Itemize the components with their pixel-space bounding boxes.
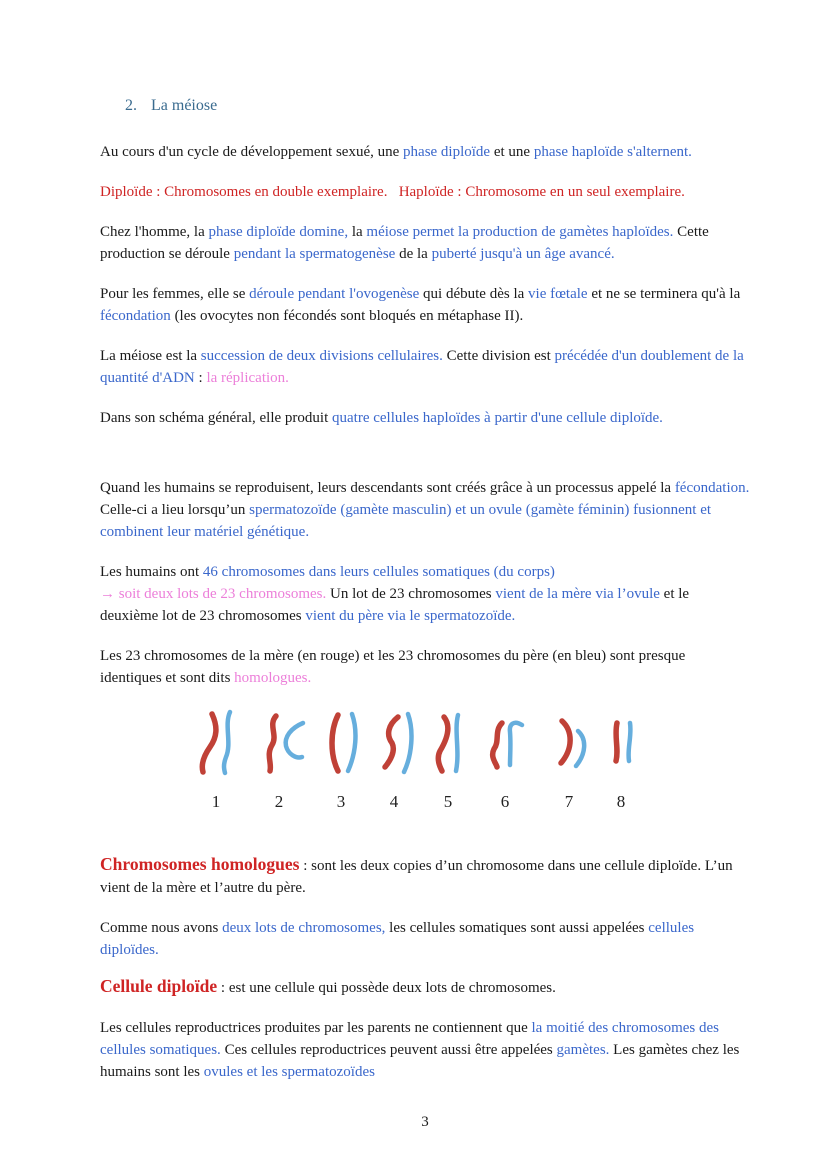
text-segment: les cellules somatiques sont aussi appelées: [385, 920, 649, 936]
paragraph-pour-les-femmes: [100, 283, 750, 327]
pair-number: 4: [389, 792, 399, 811]
text-segment: Les cellules reproductrices produites par les parents ne contiennent que: [100, 1020, 532, 1036]
text-segment: Les 23 chromosomes de la mère (en rouge) et les 23 chromosomes du père (en bleu) sont presque identiques et sont dits: [100, 648, 686, 686]
paragraph-deux-lots: [100, 917, 750, 961]
chromosome-blue-paternal: [286, 723, 303, 757]
pair-number: 3: [336, 792, 346, 811]
chromosome-pair: [269, 716, 303, 771]
text-segment: vient du père via le spermatozoïde.: [305, 608, 516, 624]
text-segment: Cette division est: [442, 348, 555, 364]
text-segment: Celle-ci a lieu lorsqu’un: [100, 502, 250, 518]
chromosome-pair: [332, 714, 355, 771]
text-segment: Diploïde : Chromosomes en double exemplaire. Haploïde : Chromosome en un seul exemplaire.: [100, 184, 685, 200]
text-segment: Les humains ont: [100, 564, 203, 580]
paragraph-46-chromosomes: [100, 561, 750, 627]
text-segment: fécondation: [100, 308, 171, 324]
pair-number: 2: [274, 792, 284, 811]
text-segment: Cellule diploïde: [100, 976, 218, 996]
chromosome-red-maternal: [332, 715, 338, 771]
chromosome-blue-paternal: [629, 723, 631, 761]
text-segment: et ne se terminera qu'à la: [587, 286, 741, 302]
text-segment: : est une cellule qui possède deux lots de chromosomes.: [217, 980, 556, 996]
text-segment: phase diploïde: [403, 144, 491, 160]
section-number: 2.: [125, 97, 137, 114]
paragraphs: [100, 141, 750, 689]
text-segment: Comme nous avons: [100, 920, 223, 936]
pair-number: 6: [500, 792, 510, 811]
text-segment: gamètes.: [556, 1042, 610, 1058]
text-segment: : sont les deux copies d’un chromosome dans une cellule diploïde. L’un vient de la mère et l’autre du père.: [100, 858, 733, 896]
page-number: 3: [421, 1114, 429, 1130]
text-segment: Chez l'homme, la: [100, 224, 209, 240]
chromosome-blue-paternal: [404, 714, 411, 772]
chromosome-red-maternal: [202, 714, 216, 772]
text-segment: pendant la spermatogenèse: [233, 246, 396, 262]
chromosome-pairs-svg: [190, 709, 650, 817]
text-segment: succession de deux divisions cellulaires.: [200, 348, 443, 364]
text-segment: spermatozoïde (gamète masculin) et un ovule (gamète féminin) fusionnent et combinent leur matériel génétique.: [100, 502, 712, 540]
text-segment: Quand les humains se reproduisent, leurs descendants sont créés grâce à un processus appelé la: [100, 480, 675, 496]
section-heading: [125, 95, 750, 117]
chromosome-pair: [493, 723, 522, 767]
chromosome-red-maternal: [385, 717, 398, 767]
text-segment: cellules diploïdes.: [100, 920, 695, 958]
pair-number: 5: [443, 792, 453, 811]
paragraph-meiose-definition: [100, 345, 750, 389]
paragraph-fecondation: [100, 477, 750, 543]
karyotype-figure: [190, 709, 650, 817]
text-segment: quatre cellules haploïdes à partir d'une cellule diploïde.: [332, 410, 663, 426]
paragraph-def-cellule-diploide: [100, 975, 750, 999]
chromosome-blue-paternal: [510, 723, 522, 765]
text-segment: la réplication.: [206, 370, 289, 386]
chromosome-pair: [616, 723, 630, 761]
text-segment: homologues.: [234, 670, 312, 686]
text-segment: vie fœtale: [528, 286, 588, 302]
chromosome-pair: [438, 715, 458, 771]
chromosome-red-maternal: [561, 721, 570, 763]
text-segment: → soit deux lots de 23 chromosomes.: [100, 586, 327, 602]
chromosome-red-maternal: [493, 723, 502, 767]
text-segment: Ces cellules reproductrices peuvent aussi être appelées: [220, 1042, 557, 1058]
text-segment: la moitié des chromosomes des cellules somatiques.: [100, 1020, 719, 1058]
text-segment: phase diploïde domine,: [208, 224, 349, 240]
paragraph-23-chromosomes-homologues: [100, 645, 750, 689]
text-segment: déroule pendant l'ovogenèse: [249, 286, 420, 302]
text-segment: (les ovocytes non fécondés sont bloqués en métaphase II).: [170, 308, 524, 324]
text-segment: Chromosomes homologues: [100, 854, 300, 874]
text-segment: Les gamètes chez les humains sont les: [100, 1042, 740, 1080]
paragraph-def-chromosomes-homologues: [100, 853, 750, 899]
paragraph-schema-general: [100, 407, 750, 429]
chromosome-pair: [202, 712, 230, 773]
text-segment: et le deuxième lot de 23 chromosomes: [100, 586, 690, 624]
pair-number: 7: [564, 792, 574, 811]
text-segment: précédée d'un doublement de la quantité d'ADN: [100, 348, 744, 386]
paragraph-definitions-diploide-haploide: [100, 181, 750, 203]
chromosome-red-maternal: [269, 716, 276, 771]
text-segment: phase haploïde s'alternent.: [533, 144, 692, 160]
text-segment: Au cours d'un cycle de développement sexué, une: [100, 144, 404, 160]
paragraphs-after-figure: [100, 853, 750, 1083]
text-segment: vient de la mère via l’ovule: [495, 586, 660, 602]
pair-number: 1: [211, 792, 221, 811]
text-segment: 46 chromosomes dans leurs cellules somatiques (du corps): [202, 564, 555, 580]
text-segment: de la: [395, 246, 432, 262]
chromosome-pair: [385, 714, 411, 772]
text-segment: La méiose est la: [100, 348, 201, 364]
chromosome-blue-paternal: [576, 731, 584, 766]
text-segment: fécondation.: [674, 480, 750, 496]
chromosome-red-maternal: [438, 717, 448, 771]
pair-number: 8: [616, 792, 626, 811]
text-segment: Cette production se déroule: [100, 224, 709, 262]
chromosome-pair: [561, 721, 584, 766]
text-segment: méiose permet la production de gamètes haploïdes.: [366, 224, 674, 240]
text-segment: Pour les femmes, elle se: [100, 286, 250, 302]
text-segment: Dans son schéma général, elle produit: [100, 410, 333, 426]
paragraph-cycle-sexue: [100, 141, 750, 163]
text-segment: ovules et les spermatozoïdes: [203, 1064, 375, 1080]
text-segment: et une: [490, 144, 534, 160]
text-segment: puberté jusqu'à un âge avancé.: [431, 246, 615, 262]
chromosome-red-maternal: [616, 723, 617, 761]
text-segment: la: [348, 224, 367, 240]
chromosome-blue-paternal: [456, 715, 458, 771]
chromosome-blue-paternal: [224, 712, 230, 773]
text-segment: deux lots de chromosomes,: [222, 920, 386, 936]
paragraph-chez-homme: [100, 221, 750, 265]
figure-labels: [212, 792, 626, 811]
text-segment: Un lot de 23 chromosomes: [326, 586, 496, 602]
text-segment: :: [194, 370, 207, 386]
paragraph-cellules-reproductrices: [100, 1017, 750, 1083]
chromosome-blue-paternal: [348, 714, 355, 771]
text-segment: qui débute dès la: [419, 286, 529, 302]
section-title: La méiose: [151, 97, 218, 114]
